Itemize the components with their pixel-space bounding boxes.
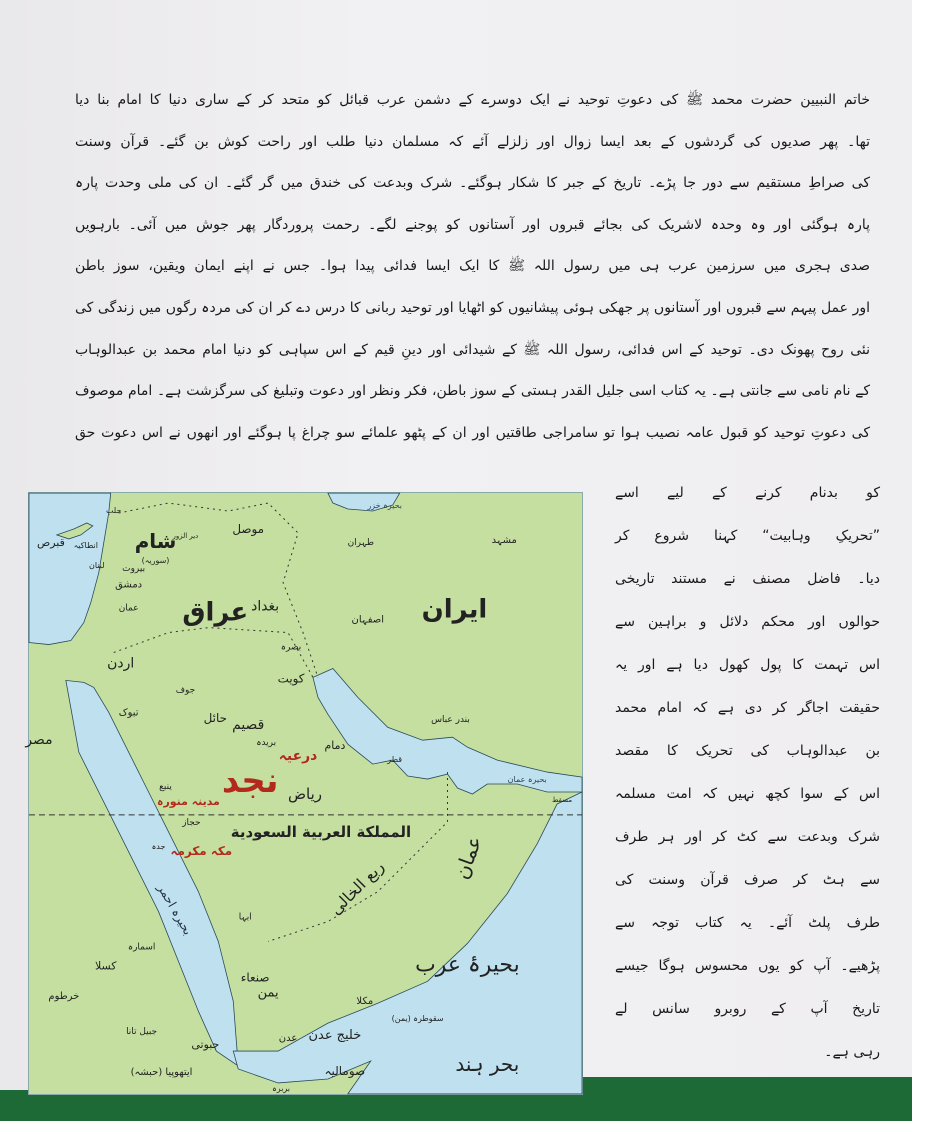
label-gulf-oman: بحیرہ عمان [507,775,547,785]
label-lake-tana: جبیل تانا [126,1027,158,1038]
text-line: پارہ ہوگئی اور وہ وحدہ لاشریک کی بجائے قبروں اور آستانوں کو پوجنے لگے۔ رحمت پروردگار پھر جوش میں آئی۔ بارہویں [75,217,870,233]
text-line: اور عمل پیہم سے قبروں اور آستانوں پر جھکی ہوئی پیشانیوں کو اٹھایا اور توحید ربانی کا درس دے کر ان کی مردہ رگوں میں زندگی کی [75,300,870,316]
text-line: دیا۔ فاضل مصنف نے مستند تاریخی [615,571,880,587]
text-line: حوالوں اور محکم دلائل و براہین سے [615,614,880,630]
label-sham: شام [134,529,177,553]
label-isfahan: اصفہان [351,614,384,626]
label-kuwait: کویت [277,671,305,686]
label-yanbu: ینبع [159,782,172,793]
label-dammam: دمام [324,739,346,753]
label-tehran: طہران [347,537,374,548]
label-ethiopia: ایتھوپیا (حبشہ) [130,1066,193,1078]
label-jordan: اردن [107,655,135,672]
text-line: خاتم النبیین حضرت محمد ﷺ کی دعوتِ توحید نے ایک دوسرے کے دشمن عرب قبائل کو متحد کر کے ساری دنیا کا امام بنا دیا [75,92,870,108]
label-khartoum: خرطوم [48,991,80,1003]
label-basra: بصرہ [280,642,302,653]
label-sanaa: صنعاء [240,970,270,985]
label-aden: عدن [278,1033,298,1045]
label-iraq: عراق [182,597,249,628]
label-mukalla: مکلا [356,996,374,1008]
text-line: نئی روح پھونک دی۔ توحید کے اس فدائی، رسول اللہ ﷺ کے شیدائی اور دینِ قیم کے اس سپاہی کو دنیا امام محمد بن عبدالوہاب [75,342,870,358]
label-caspian: بحیرہ خزر [367,501,402,511]
text-line: تاریخ آپ کے روبرو سانس لے [615,1001,880,1017]
label-deir: دیر الزور [172,531,199,540]
label-asmara: اسمارہ [127,942,156,953]
label-abha: ابہا [238,912,252,923]
red-sea [66,680,238,1066]
text-line: سے ہٹ کر صرف قرآن وسنت کی [615,872,880,888]
label-makkah: مکہ مکرمہ [170,843,233,858]
label-amman: عمان [118,603,139,614]
label-tabuk: تبوک [118,707,139,719]
text-line: حقیقت اجاگر کر دی ہے کہ امام محمد [615,700,880,716]
label-syria: (سوریہ) [141,555,170,565]
label-red-sea: بحیرہ احمر [154,881,196,938]
label-egypt: مصر [25,732,53,749]
label-djibouti: جبوتی [191,1038,220,1052]
label-iran: ایران [421,594,488,625]
label-saudi: المملكة العربية السعودية [230,822,412,841]
label-damascus: دمشق [115,579,143,591]
label-kassala: کسلا [94,959,117,973]
label-diriyah: درعیہ [278,748,318,765]
label-mosul: موصل [232,521,265,536]
label-bandar-abbas: بندر عباس [431,715,470,726]
label-rub-al-khali: ربع الخالی [326,856,388,919]
text-line: تھا۔ پھر صدیوں کی گردشوں کے بعد ایسا زوال اور زلزلے آئے کہ مسلمان دنیا طلب اور راحت کوش بن گئے۔ قرآن وسنت [75,134,870,150]
text-line: ”تحریکِ وہابیت“ کہنا شروع کر [615,528,880,544]
label-qassim: قصیم [232,717,265,734]
text-line: اس تہمت کا پول کھول دیا ہے اور یہ [615,657,880,673]
label-cyprus: قبرص [37,535,65,549]
label-hijaz: حجاز [182,817,201,828]
label-madinah: مدینہ منورہ [157,794,220,808]
label-lebanon: لبنان [88,560,105,570]
label-yemen: یمن [257,985,279,1001]
label-jeddah: جدہ [151,841,166,851]
label-socotra: سقوطرہ (یمن) [391,1014,444,1024]
label-aleppo: حلب [105,506,122,516]
label-buraidah: بریدہ [256,738,277,749]
text-line: کو بدنام کرنے کے لیے اسے [615,485,880,501]
text-line: کی صراطِ مستقیم سے دور جا پڑے۔ تاریخ کے جبر کا شکار ہوگئے۔ شرک وبدعت کی خندق میں گر گئے۔ ان کی ملی وحدت پارہ [75,175,870,191]
text-line: اس کے سوا کچھ نہیں کہ امت مسلمہ [615,786,880,802]
label-najd: نجد [221,761,279,801]
label-antakya: انطاکیہ [73,540,98,550]
text-line: پڑھیے۔ آپ کو یوں محسوس ہوگا جیسے [615,958,880,974]
label-gulf-aden: خلیج عدن [308,1028,362,1044]
text-line: رہی ہے۔ [824,1044,880,1060]
label-arabian-sea: بحیرۂ عرب [415,952,520,978]
label-hail: حائل [203,711,228,726]
label-indian-ocean: بحر ہند [455,1052,520,1076]
label-somalia: صومالیہ [324,1063,366,1078]
text-line: بن عبدالوہاب کی تحریک کا مقصد [615,743,880,759]
label-mashhad: مشہد [491,534,517,546]
label-qatar: قطر [387,755,403,765]
text-line: شرک وبدعت سے کٹ کر اور ہر طرف [615,829,880,845]
label-berbera: بربرہ [272,1083,291,1093]
text-line: طرف پلٹ آئے۔ یہ کتاب توجہ سے [615,915,880,931]
arabia-map [25,492,583,1095]
label-jawf: جوف [175,685,196,696]
label-baghdad: بغداد [251,598,280,615]
label-muscat: مسقط [552,795,573,804]
label-riyadh: ریاض [288,784,322,803]
label-beirut: بیروت [122,563,146,574]
text-line: کے نام نامی سے جانتی ہے۔ یہ کتاب اسی جلیل القدر ہستی کے سوز باطن، فکر ونظر اور دعوت وتبلیغ کی سرگزشت ہے۔ امام موصوف [75,383,870,399]
text-line: کی دعوتِ توحید کو قبول عامہ نصیب ہوا تو سامراجی طاقتیں اور ان کے پٹھو علمائے سو چراغ پا ہوگئے اور انھوں نے اس دعوت حق [75,425,870,441]
label-oman: عمان [449,832,487,883]
text-line: صدی ہجری میں سرزمین عرب ہی میں رسول اللہ ﷺ کا ایک ایسا فدائی پیدا ہوا۔ جس نے اپنے ایمان ویقین، سوز باطن [75,258,870,274]
